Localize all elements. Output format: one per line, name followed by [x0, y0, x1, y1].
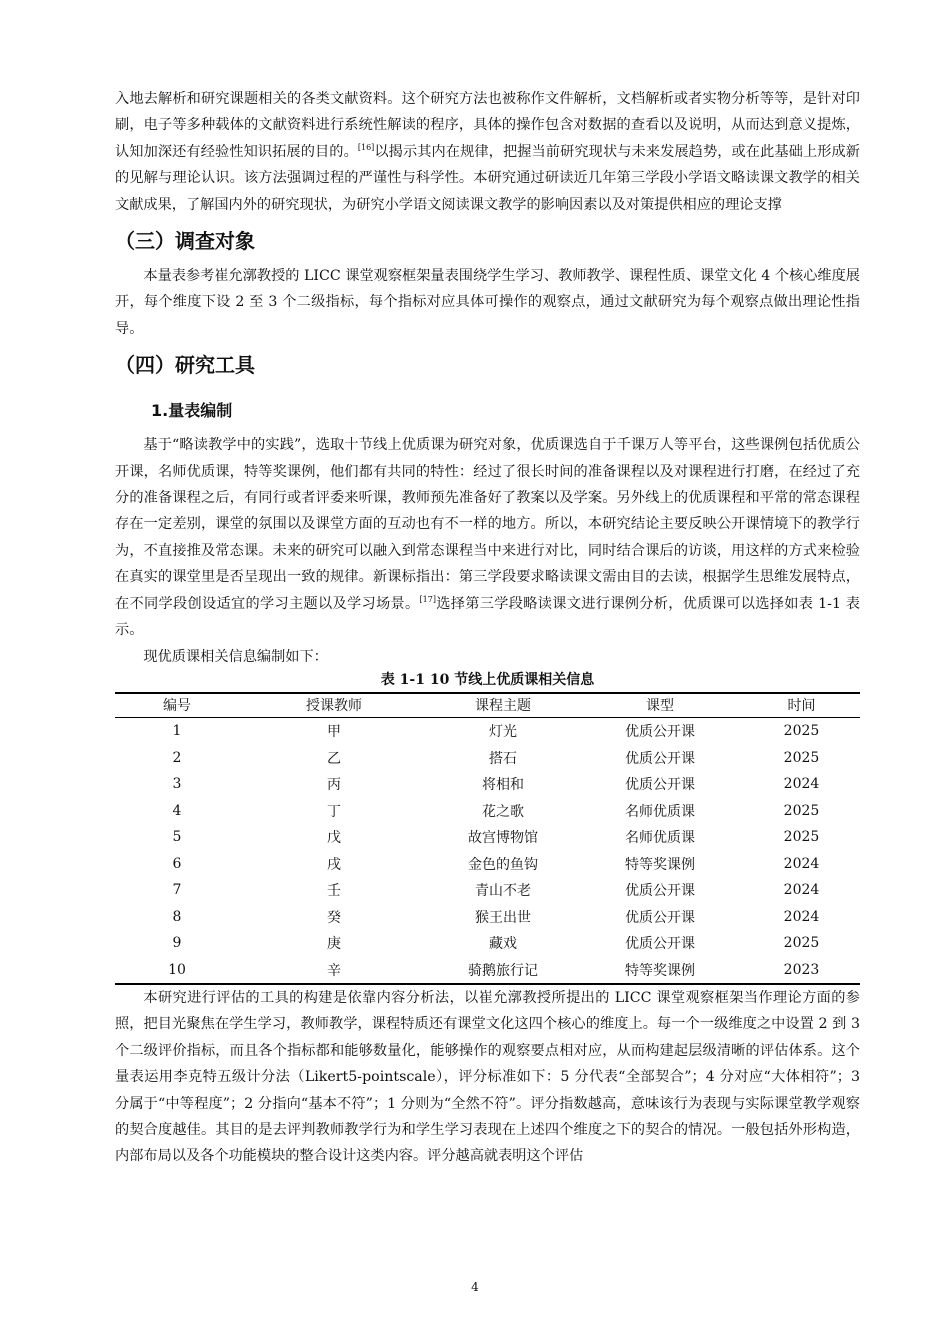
cell-teacher: 庚: [327, 936, 341, 953]
section-heading-research-tools: （四）研究工具: [115, 353, 255, 378]
page-content: [115, 86, 860, 1170]
cell-number: 1: [172, 723, 182, 740]
cell-topic: 灯光: [489, 724, 517, 741]
table-header-row: [115, 693, 860, 718]
cell-year: 2025: [783, 829, 820, 846]
cell-topic: 搭石: [489, 750, 517, 767]
cell-type: 特等奖课例: [625, 856, 695, 873]
paragraph-text: 选择第三学段略读课文进行课例分析，优质课可以选择如表 1-1 表示。: [115, 595, 860, 639]
cell-teacher: 甲: [327, 724, 341, 741]
page-number: 4: [471, 1280, 479, 1294]
column-header-topic: 课程主题: [475, 698, 531, 715]
cell-teacher: 戌: [327, 856, 341, 873]
cell-teacher: 癸: [327, 909, 341, 926]
table-row: [115, 930, 860, 957]
cell-number: 6: [172, 855, 182, 872]
cell-year: 2025: [783, 802, 820, 819]
cell-number: 4: [172, 802, 182, 819]
paragraph-text: 入地去解析和研究课题相关的各类文献资料。这个研究方法也被称作文件解析，文档解析或者实物分析等等，是针对印刷，电子等多种载体的文献资料进行系统性解读的程序，具体的操作包含对数据的查看以及说明，从而达到意义提炼，认知加深还有经验性知识拓展的目的。: [115, 91, 860, 160]
section-heading-survey-object: （三）调查对象: [115, 229, 255, 254]
cell-teacher: 丙: [327, 777, 341, 794]
cell-type: 优质公开课: [625, 909, 695, 926]
cell-type: 优质公开课: [625, 724, 695, 741]
cell-type: 优质公开课: [625, 883, 695, 900]
cell-year: 2025: [783, 723, 820, 740]
cell-teacher: 壬: [327, 883, 341, 900]
cell-topic: 骑鹅旅行记: [468, 962, 538, 979]
cell-topic: 金色的鱼钩: [468, 856, 538, 873]
cell-type: 特等奖课例: [625, 962, 695, 979]
cell-number: 7: [172, 882, 182, 899]
cell-year: 2025: [783, 935, 820, 952]
citation-ref[interactable]: [17]: [419, 594, 436, 604]
cell-type: 优质公开课: [625, 750, 695, 767]
course-info-table: [115, 692, 860, 985]
cell-number: 3: [172, 776, 182, 793]
table-row: [115, 771, 860, 798]
table-row: [115, 717, 860, 744]
cell-topic: 将相和: [482, 777, 524, 794]
cell-topic: 故宫博物馆: [468, 830, 538, 847]
cell-year: 2024: [783, 882, 820, 899]
cell-topic: 猴王出世: [475, 909, 531, 926]
column-header-teacher: 授课教师: [306, 698, 362, 715]
cell-year: 2023: [783, 961, 820, 978]
paragraph-table-intro: 现优质课相关信息编制如下：: [143, 648, 328, 665]
table-row: [115, 877, 860, 904]
paragraph-course-selection: [115, 432, 860, 643]
cell-topic: 青山不老: [475, 883, 531, 900]
table-caption: 表 1-1 10 节线上优质课相关信息: [380, 671, 595, 688]
cell-teacher: 辛: [327, 962, 341, 979]
table-row: [115, 956, 860, 984]
table-row: [115, 744, 860, 771]
cell-teacher: 乙: [327, 750, 341, 767]
cell-type: 优质公开课: [625, 777, 695, 794]
cell-number: 9: [172, 935, 182, 952]
cell-number: 8: [172, 908, 182, 925]
cell-number: 5: [172, 829, 182, 846]
column-header-year: 时间: [787, 698, 816, 715]
table-row: [115, 797, 860, 824]
table-row: [115, 903, 860, 930]
cell-number: 2: [172, 749, 182, 766]
cell-year: 2024: [783, 855, 820, 872]
cell-topic: 花之歌: [482, 803, 524, 820]
table-row: [115, 850, 860, 877]
paragraph-survey-object: 本量表参考崔允漷教授的 LICC 课堂观察框架量表围绕学生学习、教师教学、课程性质、课堂文化 4 个核心维度展开，每个维度下设 2 至 3 个二级指标，每个指标对应具体可操作的观察点，通过文献研究为每个观察点做出理论性指导。: [115, 268, 860, 337]
column-header-number: 编号: [163, 698, 191, 715]
cell-teacher: 戊: [327, 830, 341, 847]
paragraph-text: 以揭示其内在规律，把握当前研究现状与未来发展趋势，或在此基础上形成新的见解与理论认识。该方法强调过程的严谨性与科学性。本研究通过研读近几年第三学段小学语文略读课文教学的相关文献成果，了解国内外的研究现状，为研究小学语文阅读课文教学的影响因素以及对策提供相应的理论支撑: [115, 143, 860, 213]
citation-ref[interactable]: [16]: [357, 142, 375, 152]
subheading-scale-design: 1.量表编制: [151, 401, 233, 421]
paragraph-literature-method: [115, 86, 860, 218]
column-header-type: 课型: [646, 698, 674, 715]
cell-number: 10: [168, 961, 186, 978]
cell-year: 2024: [783, 908, 820, 925]
paragraph-evaluation-tool: 本研究进行评估的工具的构建是依靠内容分析法，以崔允漷教授所提出的 LICC 课堂观察框架当作理论方面的参照，把目光聚焦在学生学习，教师教学，课程特质还有课堂文化这四个核心的维度上。每一个一级维度之中设置 2 到 3 个二级评价指标，而且各个指标都和能够数量化，能够操作的观察要点相对应，从而构建起层级清晰的评估体系。这个量表运用李克特五级计分法（Likert5-pointscale），评分标准如下：5 分代表“全部契合”；4 分对应“大体相符”；3 分属于“中等程度”；2 分指向“基本不符”；1 分则为“全然不符”。评分指数越高，意味该行为表现与实际课堂教学观察的契合度越佳。其目的是去评判教师教学行为和学生学习表现在上述四个维度之下的契合的情况。一般包括外形构造，内部布局以及各个功能模块的整合设计这类内容。评分越高就表明这个评估: [115, 989, 860, 1165]
cell-type: 名师优质课: [625, 830, 695, 847]
cell-type: 名师优质课: [625, 803, 695, 820]
cell-year: 2025: [783, 749, 820, 766]
cell-topic: 藏戏: [489, 936, 517, 953]
cell-type: 优质公开课: [625, 936, 695, 953]
cell-year: 2024: [783, 776, 820, 793]
table-row: [115, 824, 860, 851]
cell-teacher: 丁: [327, 803, 341, 820]
paragraph-text: 基于“略读教学中的实践”，选取十节线上优质课为研究对象，优质课选自于千课万人等平台，这些课例包括优质公开课，名师优质课，特等奖课例，他们都有共同的特性：经过了很长时间的准备课程以及对课程进行打磨，在经过了充分的准备课程之后，有同行或者评委来听课，教师预先准备好了教案以及学案。另外线上的优质课程和平常的常态课程存在一定差别，课堂的氛围以及课堂方面的互动也有不一样的地方。所以，本研究结论主要反映公开课情境下的教学行为，不直接推及常态课。未来的研究可以融入到常态课程当中来进行对比，同时结合课后的访谈，用这样的方式来检验在真实的课堂里是否呈现出一致的规律。新课标指出：第三学段要求略读课文需由目的去读，根据学生思维发展特点，在不同学段创设适宜的学习主题以及学习场景。: [115, 437, 860, 612]
